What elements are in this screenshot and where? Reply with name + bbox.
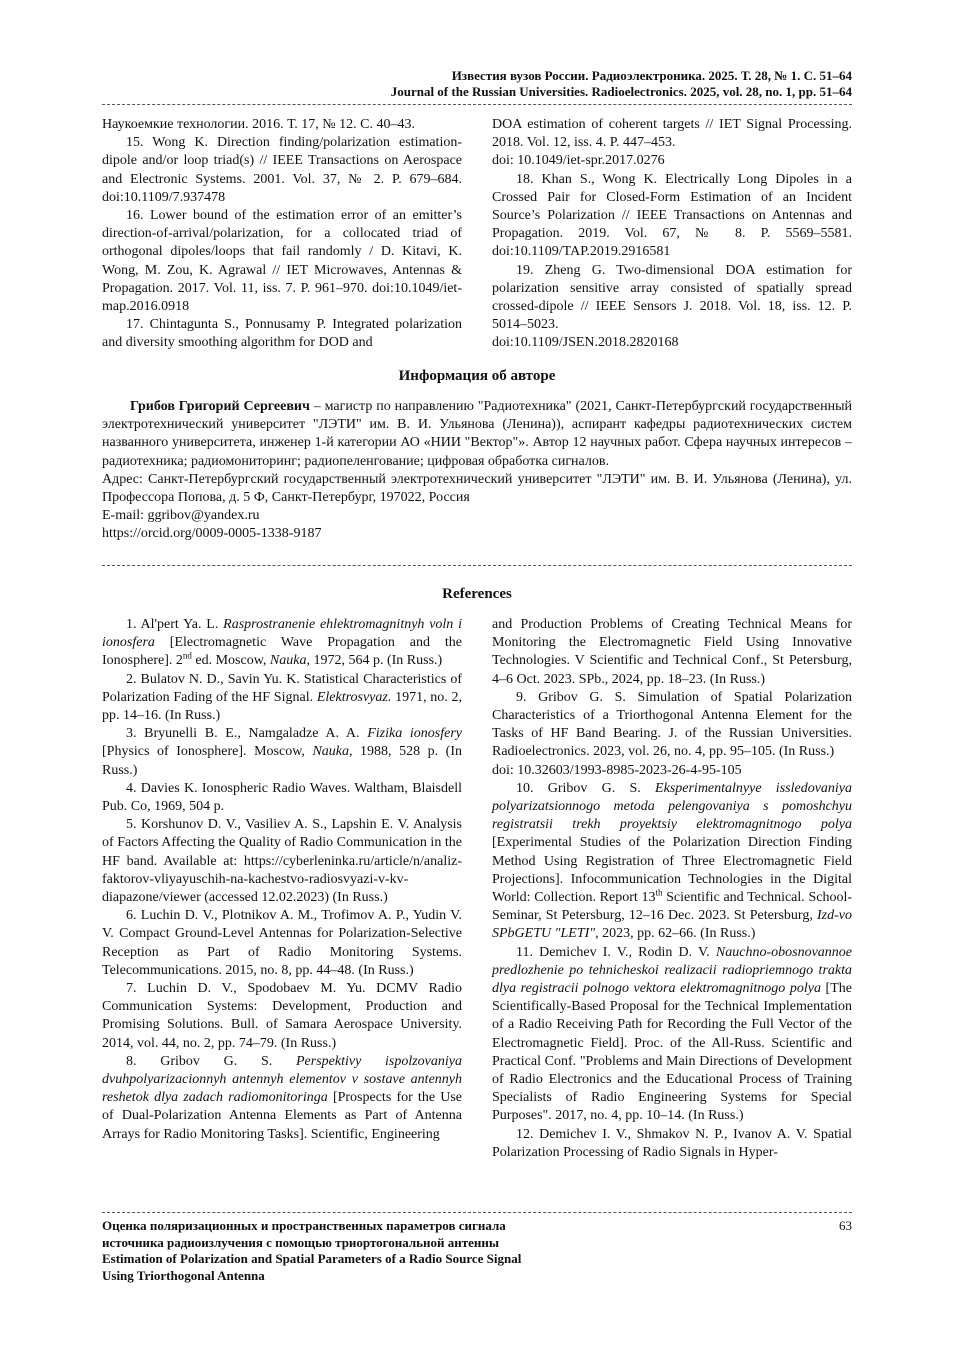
author-info-heading: Информация об авторе [398,368,556,384]
reference-9-doi: doi: 10.32603/1993-8985-2023-26-4-95-105 [492,762,742,778]
reference-19: 19. Zheng G. Two-dimensional DOA estimation for polarization sensitive array consisted of spatially spread crossed-dipole // IEEE Sensors J. 2018. Vol. 18, iss. 12. P. 5014–5023. [492,262,852,333]
author-bio [102,398,852,471]
references-left-column [102,616,462,1144]
author-email[interactable]: E-mail: ggribov@yandex.ru [102,508,260,524]
references-right-column [492,616,852,1162]
reference-8: 8. Gribov G. S. Perspektivy ispolzovaniya dvuhpolyarizacionnyh antennyh elementov v sostave antennyh reshetok dlya zadach radiomonitoringa [Prospects for the Use of Dual-Polarization Antenna Elements as Part of Antenna Arrays for Radio Monitoring Tasks]. Scientific, Engineering [102,1053,463,1142]
reference-17-doi: doi: 10.1049/iet-spr.2017.0276 [492,153,665,169]
reference-17-tail: DOA estimation of coherent targets // IET Signal Processing. 2018. Vol. 12, iss. 4. P. 447–453. [492,117,852,151]
page-number: 63 [839,1218,852,1233]
section-rule [102,565,852,566]
reference-9: 9. Gribov G. S. Simulation of Spatial Polarization Characteristics of a Triorthogonal Antenna Element for the Tasks of HF Band Bearing. J. of the Russian Universities. Radioelectronics. 2023, vol. 26, no. 4, pp. 95–105. (In Russ.) [492,689,852,760]
reference-6: 6. Luchin D. V., Plotnikov A. M., Trofimov A. P., Yudin V. V. Compact Ground-Level Antennas for Polarization-Selective Reception as Part of Radio Monitoring Systems. Telecommunications. 2015, no. 8, pp. 44–48. (In Russ.) [102,908,462,978]
author-bio-text: – магистр по направлению "Радиотехника" (2021, Санкт-Петербургский государственный электротехнический университет "ЛЭТИ" им. В. И. Ульянова (Ленина)), аспирант кафедры радиотехнических систем названного университета, инженер 1-й категории АО «НИИ "Вектор"». Автор 12 научных работ. Сфера научных интересов – радиотехника; радиомониторинг; радиопеленгование; цифровая обработка сигналов. [102,399,852,469]
references-heading: References [442,586,512,602]
author-address: Адрес: Санкт-Петербургский государственный электротехнический университет "ЛЭТИ" им. В. И. Ульянова (Ленина), ул. Профессора Попова, д. 5 Ф, Санкт-Петербург, 197022, Россия [102,471,852,506]
author-name: Грибов Григорий Сергеевич [130,399,310,414]
reference-1: 1. Al'pert Ya. L. Rasprostranenie ehlektromagnitnyh voln i ionosfera [Electromagnetic Wave Propagation and the Ionosphere]. 2nd ed. Moscow, Nauka, 1972, 564 p. (In Russ.) [102,617,462,669]
header-rule [102,104,852,105]
footer-title-en-1: Estimation of Polarization and Spatial Parameters of a Radio Source Signal [102,1251,522,1266]
reference-5: 5. Korshunov D. V., Vasiliev A. S., Lapshin E. V. Analysis of Factors Affecting the Quality of Radio Communication in the HF band. Available at: https://cyberleninka.ru/article/n/analiz-faktorov-vliyayuschih-na-kachestvo-radiosvyazi-v-kv-diapazone/viewer (accessed 12.02.2023) (In Russ.) [102,817,462,906]
reference-8-tail: and Production Problems of Creating Technical Means for Monitoring the Electromagnetic Field Using Innovative Technologies. V Scientific and Technical Conf., St Petersburg, 4–6 Oct. 2023. SPb., 2024, pp. 18–23. (In Russ.) [492,617,852,687]
author-orcid[interactable]: https://orcid.org/0009-0005-1338-9187 [102,526,322,542]
running-header [102,68,852,100]
reference-10: 10. Gribov G. S. Eksperimentalnyye issledovaniya polyarizatsionnogo metoda pelengovaniya s pomoshchyu registratsii trekh proyektsiy elektromagnitnogo polya [Experimental Studies of the Polarization Direction Finding Method Using Registration of Three Electromagnetic Field Projections]. Infocommunication Technologies in the Digital World: Collection. Report 13th Scientific and Technical. School-Seminar, St Petersburg, 12–16 Dec. 2023. St Petersburg, Izd-vo SPbGETU "LETI", 2023, pp. 62–66. (In Russ.) [492,780,853,942]
refs-ru-right-column [492,116,852,353]
footer-title-ru-2: источника радиоизлучения с помощью триортогональной антенны [102,1234,500,1250]
reference-7: 7. Luchin D. V., Spodobaev M. Yu. DCMV Radio Communication Systems: Development, Production and Promising Solutions. Bull. of Samara Aerospace University. 2014, vol. 44, no. 2, pp. 74–79. (In Russ.) [102,981,462,1051]
reference-15: 15. Wong K. Direction finding/polarization estimation-dipole and/or loop triad(s) // IEEE Transactions on Aerospace and Electronic Systems. 2001. Vol. 37, № 2. P. 679–684. doi:10.1109/7.937478 [102,135,462,205]
header-journal-en: Journal of the Russian Universities. Radioelectronics. 2025, vol. 28, no. 1, pp. 51–64 [390,84,852,99]
footer-title-ru-1: Оценка поляризационных и пространственных параметров сигнала [102,1218,506,1233]
refs-ru-left-column [102,116,462,353]
reference-4: 4. Davies K. Ionospheric Radio Waves. Waltham, Blaisdell Pub. Co, 1969, 504 p. [102,780,462,815]
reference-2: 2. Bulatov N. D., Savin Yu. K. Statistical Characteristics of Polarization Fading of the HF Signal. Elektrosvyaz. 1971, no. 2, pp. 14–16. (In Russ.) [102,671,463,724]
reference-16: 16. Lower bound of the estimation error of an emitter’s direction-of-arrival/polarization, for a collocated triad of orthogonal dipoles/loops that fail randomly / D. Kitavi, K. Wong, M. Zou, K. Agrawal // IET Microwaves, Antennas & Propagation. 2017. Vol. 11, iss. 7. P. 961–970. doi:10.1049/iet-map.2016.0918 [102,208,462,315]
reference-14-tail: Наукоемкие технологии. 2016. Т. 17, № 12. С. 40–43. [102,117,415,132]
footer-article-title [102,1218,662,1284]
footer-rule [102,1212,852,1213]
reference-11: 11. Demichev I. V., Rodin D. V. Nauchno-obosnovannoe predlozhenie po tehnicheskoi realizacii radiopriemnogo trakta dlya registracii polnogo vektora elektromagnitnogo polya [The Scientifically-Based Proposal for the Technical Implementation of a Radio Receiving Path for Recording the Full Vector of the Electromagnetic Field]. Proc. of the All-Russ. Scientific and Practical Conf. "Problems and Main Directions of Development of Radio Electronics and the Educational Process of Training Specialists of Radio Engineering Systems for Special Purposes". 2017, no. 4, pp. 10–14. (In Russ.) [492,944,852,1124]
reference-12: 12. Demichev I. V., Shmakov N. P., Ivanov A. V. Spatial Polarization Processing of Radio Signals in Hyper- [492,1126,852,1160]
footer-title-en-2: Using Triorthogonal Antenna [102,1267,265,1283]
reference-17: 17. Chintagunta S., Ponnusamy P. Integrated polarization and diversity smoothing algorithm for DOD and [102,317,462,351]
reference-19-doi: doi:10.1109/JSEN.2018.2820168 [492,335,679,351]
reference-18: 18. Khan S., Wong K. Electrically Long Dipoles in a Crossed Pair for Closed-Form Estimation of an Incident Source’s Polarization // IEEE Transactions on Antennas and Propagation. 2019. Vol. 67, № 8. P. 5569–5581. doi:10.1109/TAP.2019.2916581 [492,171,852,260]
reference-3: 3. Bryunelli B. E., Namgaladze A. A. Fizika ionosfery [Physics of Ionosphere]. Moscow, Nauka, 1988, 528 p. (In Russ.) [102,726,462,778]
author-info-block [102,398,852,544]
header-journal-ru: Известия вузов России. Радиоэлектроника. 2025. Т. 28, № 1. С. 51–64 [451,68,852,83]
